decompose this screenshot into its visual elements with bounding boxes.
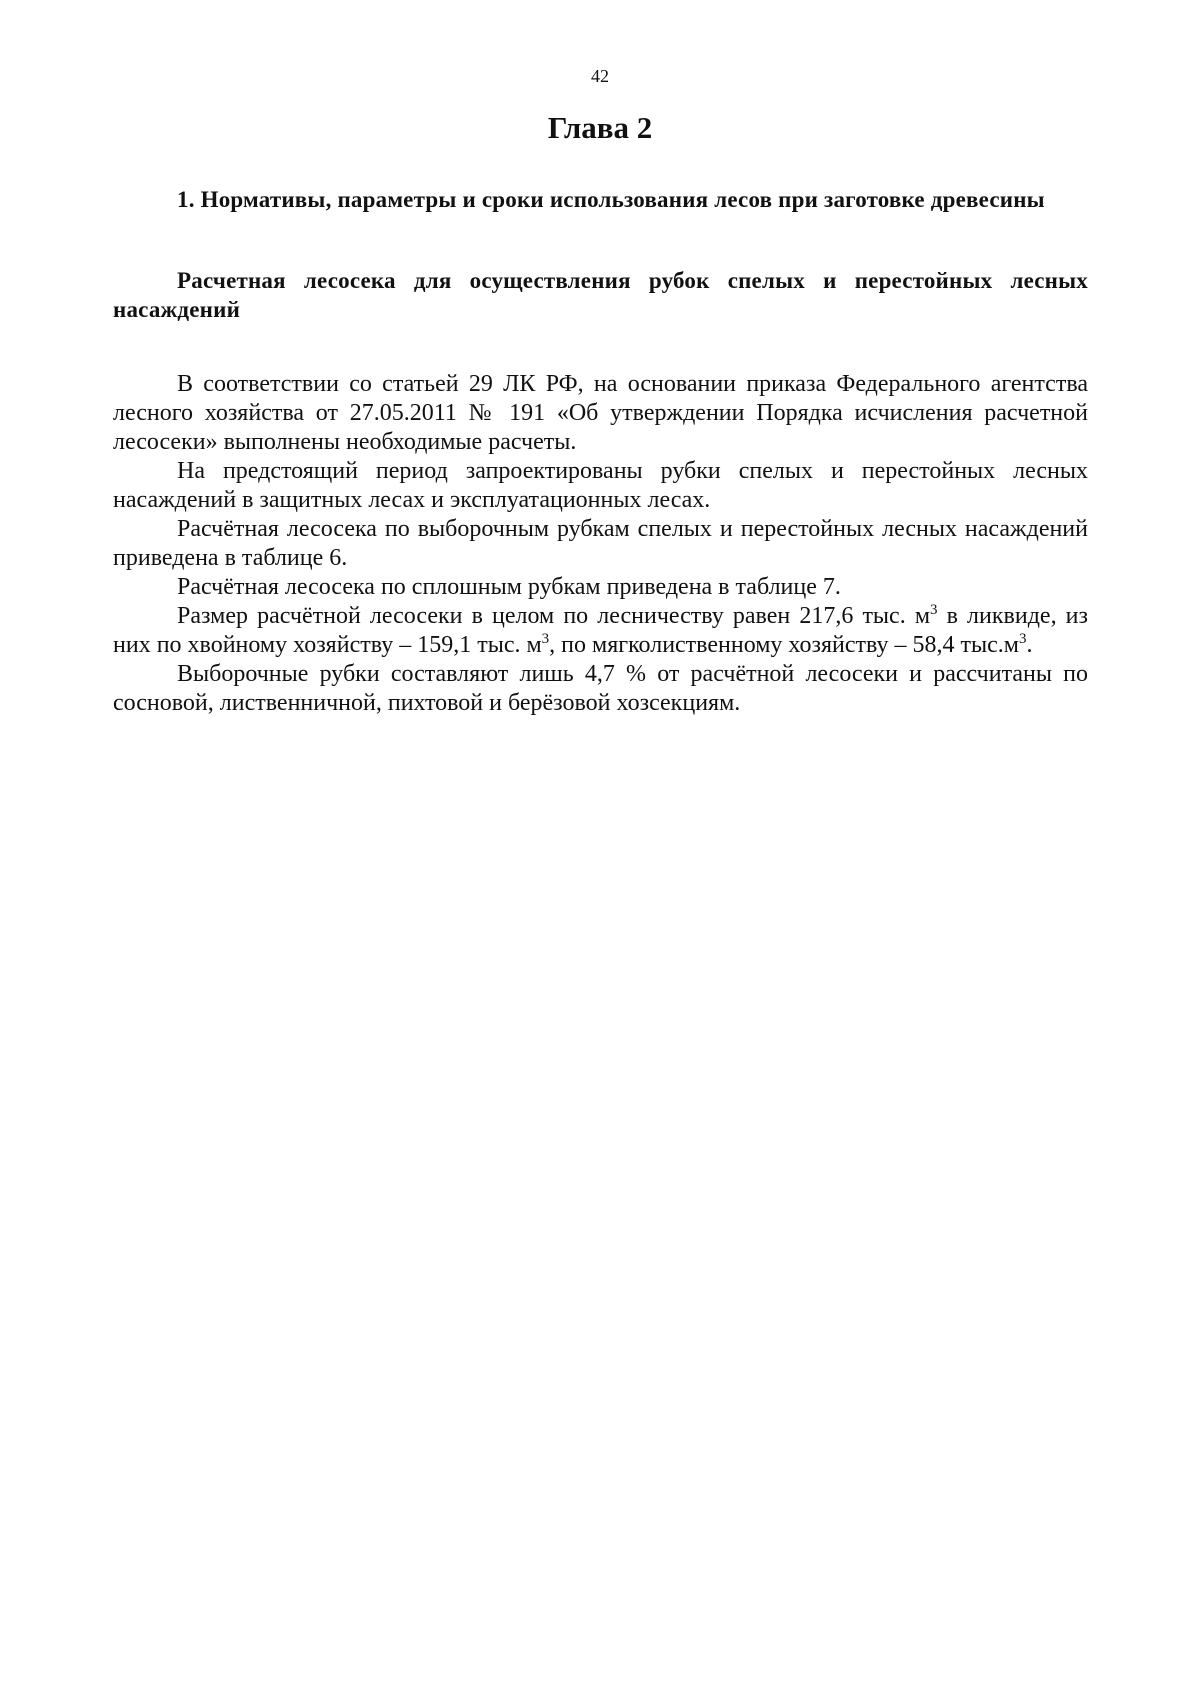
volume-text-part-3: , по мягколиственному хозяйству – 58,4 тыс.м: [549, 632, 1019, 658]
chapter-title: Глава 2: [547, 110, 653, 145]
paragraph-selective-felling: Расчётная лесосека по выборочным рубкам спелых и перестойных лесных насаждений приведена в таблице 6.: [113, 516, 1088, 571]
volume-text-part-1: Размер расчётной лесосеки в целом по лесничеству равен 217,6 тыс. м: [177, 603, 931, 629]
subsection-heading: Расчетная лесосека для осуществления рубок спелых и перестойных лесных насаждений: [113, 268, 1088, 322]
cubic-superscript: 3: [1019, 631, 1027, 647]
page-number: 42: [591, 66, 609, 86]
paragraph-planned-felling: На предстоящий период запроектированы рубки спелых и перестойных лесных насаждений в защитных лесах и эксплуатационных лесах.: [113, 458, 1088, 513]
cubic-superscript: 3: [930, 602, 938, 618]
paragraph-allowable-cut-volume: [113, 602, 1088, 660]
cubic-superscript: 3: [541, 631, 550, 647]
section-heading: 1. Нормативы, параметры и сроки использования лесов при заготовке древесины: [177, 187, 1045, 212]
paragraph-clear-felling: Расчётная лесосека по сплошным рубкам приведена в таблице 7.: [177, 574, 841, 600]
volume-text-part-4: .: [1026, 632, 1033, 658]
paragraph-legal-basis: В соответствии со статьей 29 ЛК РФ, на основании приказа Федерального агентства лесного хозяйства от 27.05.2011 № 191 «Об утверждении Порядка исчисления расчетной лесосеки» выполнены необходимые расчеты.: [113, 371, 1088, 455]
body-text: [113, 370, 1088, 718]
page-content: [113, 185, 1088, 718]
paragraph-selective-share: Выборочные рубки составляют лишь 4,7 % от расчётной лесосеки и рассчитаны по сосновой, лиственничной, пихтовой и берёзовой хозсекциям.: [113, 661, 1088, 716]
volume-text-part-2: в ликвиде, из них по хвойному хозяйству – 159,1 тыс. м: [113, 603, 1088, 658]
